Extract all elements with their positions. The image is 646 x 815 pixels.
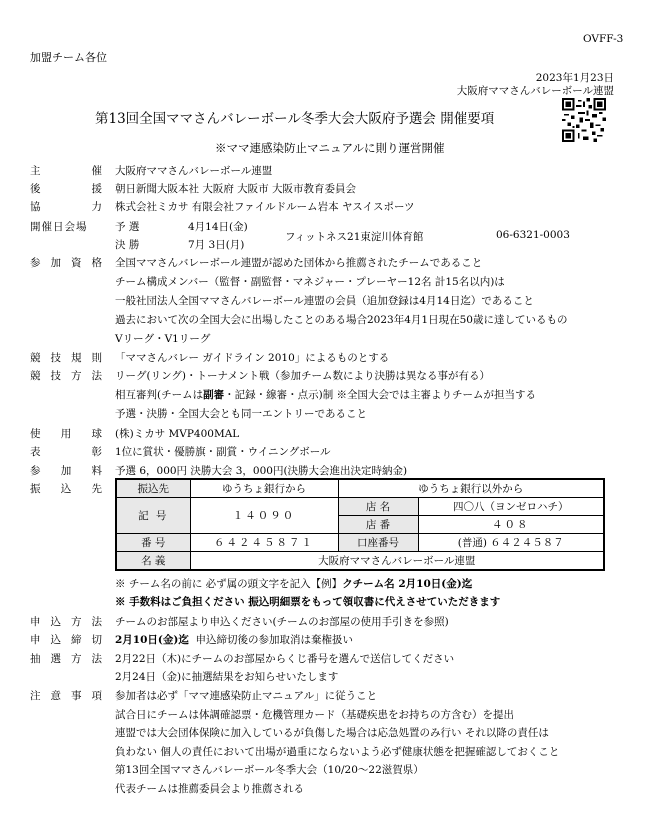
bango-value: ６４２４５８７１ [190,534,338,552]
tenban-value: ４０８ [418,516,604,534]
venue: フィットネス21東淀川体育館 [285,231,424,243]
kigo-value: １４０９０ [190,498,338,534]
furikomi-note2: ※ 手数料はご負担ください 振込明細票をもって領収書に代えさせていただきます [115,596,501,608]
header-dest: 振込先 [116,479,190,498]
shikaku-line: 一般社団法人全国ママさんバレーボール連盟の会員（追加登録は4月14日迄）であること [115,295,534,307]
label-shimekiri: 申 込 締 切 [30,634,102,646]
subtitle: ※ママ連感染防止マニュアルに則り運営開催 [215,141,445,155]
shikaku-line: Ⅴリーグ・Ⅴ1リーグ [115,333,211,345]
meigi-value: 大阪府ママさんバレーボール連盟 [190,552,604,571]
doc-code: OVFF-3 [583,33,624,45]
chui-line: 連盟では大会団体保険に加入しているが負傷した場合は応急処置のみ行い それ以降の責任は [115,727,549,739]
tenmei-label: 店 名 [338,498,418,516]
shusai-value: 大阪府ママさんバレーボール連盟 [115,165,273,177]
chui-line: 参加者は必ず「ママ連感染防止マニュアル」に従うこと [115,690,378,702]
yosen-date: 4月14日(金) [188,221,248,233]
hoho-line2: 相互審判(チームは副審・記録・線審・点示)制 ※全国大会では主審よりチームが担当する [115,389,537,401]
shikaku-line: 全国ママさんバレーボール連盟が認めた団体から推薦されたチームであること [115,257,483,269]
label-kyoryoku: 協 力 [30,201,102,213]
label-chui: 注 意 事 項 [30,690,102,702]
kessho-label: 決 勝 [115,239,140,251]
payment-table [115,478,605,571]
meigi-label: 名 義 [116,552,190,571]
tenban-label: 店 番 [338,516,418,534]
label-hyosho: 表 彰 [30,446,102,458]
header-yucho: ゆうちょ銀行から [190,479,338,498]
label-shikaku: 参 加 資 格 [30,257,102,269]
issuer: 大阪府ママさんバレーボール連盟 [456,85,614,97]
label-kisoku: 競 技 規 則 [30,352,102,364]
shikaku-line: チーム構成メンバー（監督・副監督・マネジャー・プレーヤー12名 計15名以内)は [115,276,505,288]
label-moshikomi-hoho: 申 込 方 法 [30,616,102,628]
chui-line: 第13回全国ママさんバレーボール冬季大会（10/20～22滋賀県） [115,764,424,776]
kessho-date: 7月 3日(月) [188,239,245,251]
shimekiri-value: 2月10日(金)迄 申込締切後の参加取消は棄権扱い [115,634,354,646]
addressee: 加盟チーム各位 [30,51,107,64]
label-shiyokyu: 使 用 球 [30,428,102,440]
chusen-line1: 2月22日（木)にチームのお部屋からくじ番号を選んで送信してください [115,653,455,665]
chusen-line2: 2月24日（金)に抽選結果をお知らせいたします [115,671,339,683]
kyoryoku-value: 株式会社ミカサ 有限会社ファイルドルーム岩本 ヤスイスポーツ [115,201,415,213]
qr-code-icon [562,98,606,142]
shikaku-line: 過去において次の全国大会に出場したことのある場合2023年4月1日現在50歳に達しているもの [115,314,568,326]
hoho-line3: 予選・決勝・全国大会とも同一エントリーであること [115,408,367,420]
label-hoho: 競 技 方 法 [30,370,102,382]
shiyokyu-value: (株)ミカサ MVP400MAL [115,428,240,440]
koza-value: (普通) ６４２４５８７ [418,534,604,552]
label-chusen: 抽 選 方 法 [30,653,102,665]
kigo-label: 記 号 [116,498,190,534]
sankaryo-value: 予選 6，000円 決勝大会 3，000円(決勝大会進出決定時納金) [115,465,408,477]
koen-value: 朝日新聞大阪本社 大阪府 大阪市 大阪市教育委員会 [115,183,357,195]
venue-phone: 06-6321-0003 [496,229,570,241]
label-kaijo: 開催日会場 [30,221,88,233]
label-furikomi: 振 込 先 [30,483,102,495]
furikomi-note1: ※ チーム名の前に 必ず属の頭文字を記入【例】クチーム名 2月10日(金)迄 [115,578,473,590]
koza-label: 口座番号 [338,534,418,552]
hoho-line1: リーグ(リング)・トーナメント戦（参加チーム数により決勝は異なる事が有る） [115,370,491,382]
chui-line: 代表チームは推薦委員会より推薦される [115,783,304,795]
issue-date: 2023年1月23日 [535,72,614,84]
label-sankaryo: 参 加 料 [30,465,102,477]
label-koen: 後 援 [30,183,102,195]
tenmei-value: 四〇八（ヨンゼロハチ） [418,498,604,516]
chui-line: 負わない 個人の責任において出場が過重にならないよう必ず健康状態を把握確認しておくこと [115,746,560,758]
yosen-label: 予 選 [115,221,140,233]
kisoku-value: 「ママさんバレー ガイドライン 2010」によるものとする [115,352,390,364]
moshikomi-hoho-value: チームのお部屋より申込ください(チームのお部屋の使用手引きを参照) [115,616,449,628]
chui-line: 試合日にチームは体調確認票・危機管理カード（基礎疾患をお持ちの方含む）を提出 [115,709,514,721]
bango-label: 番 号 [116,534,190,552]
label-shusai: 主 催 [30,165,102,177]
header-other: ゆうちょ銀行以外から [338,479,604,498]
hyosho-value: 1位に賞状・優勝旗・副賞・ウイニングボール [115,446,331,458]
page-title: 第13回全国ママさんバレーボール冬季大会大阪府予選会 開催要項 [95,111,495,127]
